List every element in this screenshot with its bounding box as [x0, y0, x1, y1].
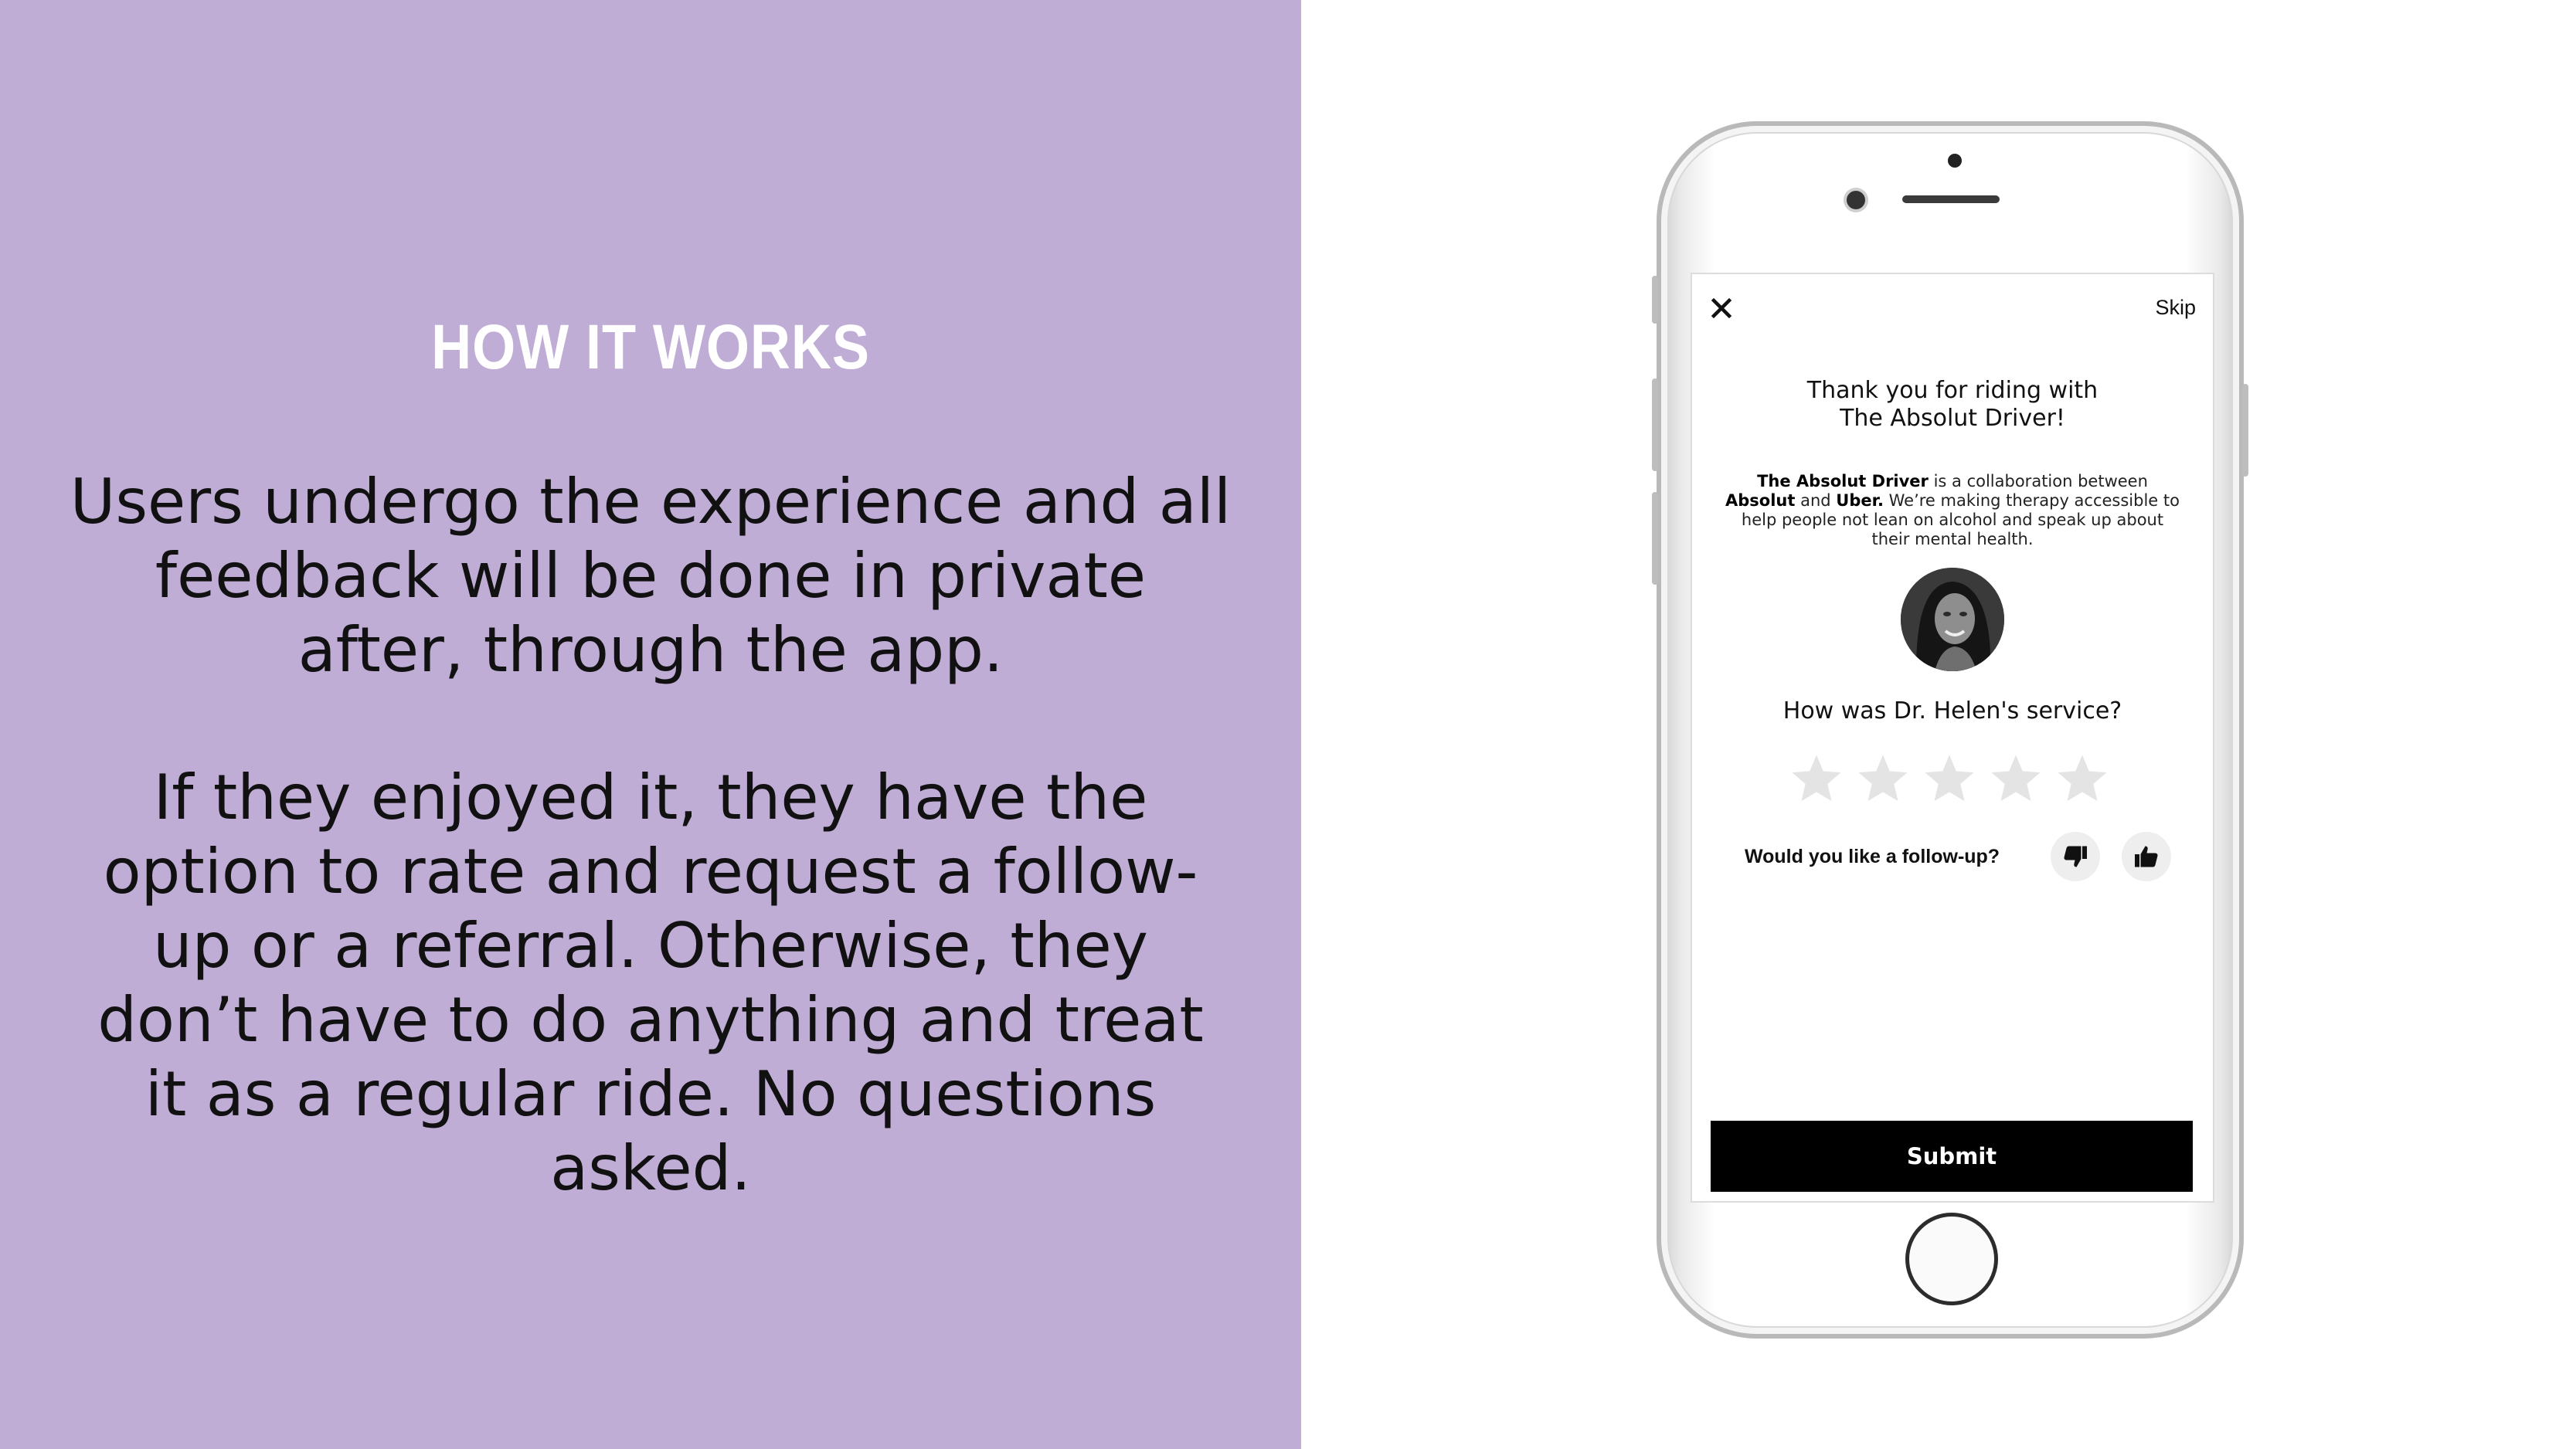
title-line-1: Thank you for riding with — [1806, 377, 2099, 404]
brand-uber: Uber. — [1836, 491, 1884, 510]
blurb-text-2: and — [1795, 491, 1837, 510]
close-icon[interactable] — [1706, 293, 1737, 324]
front-camera — [1847, 191, 1865, 209]
star-rating[interactable] — [1789, 752, 2117, 810]
volume-down-button — [1652, 492, 1658, 585]
service-question: How was Dr. Helen's service? — [1782, 697, 2122, 724]
brand-absolut-driver: The Absolut Driver — [1757, 472, 1929, 490]
thumbs-up-icon — [2133, 843, 2160, 870]
home-button[interactable] — [1905, 1213, 1998, 1305]
blurb-text-1: is a collaboration between — [1928, 472, 2148, 490]
thumbs-down-button[interactable] — [2051, 832, 2100, 881]
thumbs-down-icon — [2061, 843, 2089, 870]
thumbs-up-button[interactable] — [2122, 832, 2171, 881]
star-4-icon[interactable] — [1989, 752, 2043, 806]
star-5-icon[interactable] — [2055, 752, 2109, 806]
driver-avatar — [1901, 568, 2004, 671]
section-heading: HOW IT WORKS — [431, 312, 870, 382]
title-line-2: The Absolut Driver! — [1840, 405, 2065, 432]
volume-up-button — [1652, 378, 1658, 471]
power-button — [2242, 384, 2248, 477]
skip-link[interactable]: Skip — [2155, 296, 2196, 319]
star-3-icon[interactable] — [1922, 752, 1976, 806]
earpiece-speaker — [1902, 195, 2000, 203]
collaboration-blurb — [1723, 472, 2182, 549]
submit-button[interactable]: Submit — [1711, 1121, 2193, 1192]
star-1-icon[interactable] — [1789, 752, 1844, 806]
star-2-icon[interactable] — [1856, 752, 1910, 806]
app-screen — [1691, 273, 2214, 1203]
paragraph-2: If they enjoyed it, they have the option to rate and request a follow-up or a referral. Otherwise, they don’t have to do anything and treat it as a regular ride. No questions asked. — [97, 762, 1204, 1204]
brand-absolut: Absolut — [1725, 491, 1796, 510]
proximity-sensor — [1948, 154, 1962, 168]
silent-switch — [1652, 276, 1658, 324]
followup-question: Would you like a follow-up? — [1745, 846, 2000, 867]
thank-you-title — [1692, 377, 2213, 433]
blurb-text-3: We’re making therapy accessible to help people not lean on alcohol and speak up about their mental health. — [1741, 491, 2180, 548]
paragraph-1: Users undergo the experience and all feedback will be done in private after, through the app. — [70, 466, 1232, 686]
phone-mockup — [1657, 121, 2244, 1339]
